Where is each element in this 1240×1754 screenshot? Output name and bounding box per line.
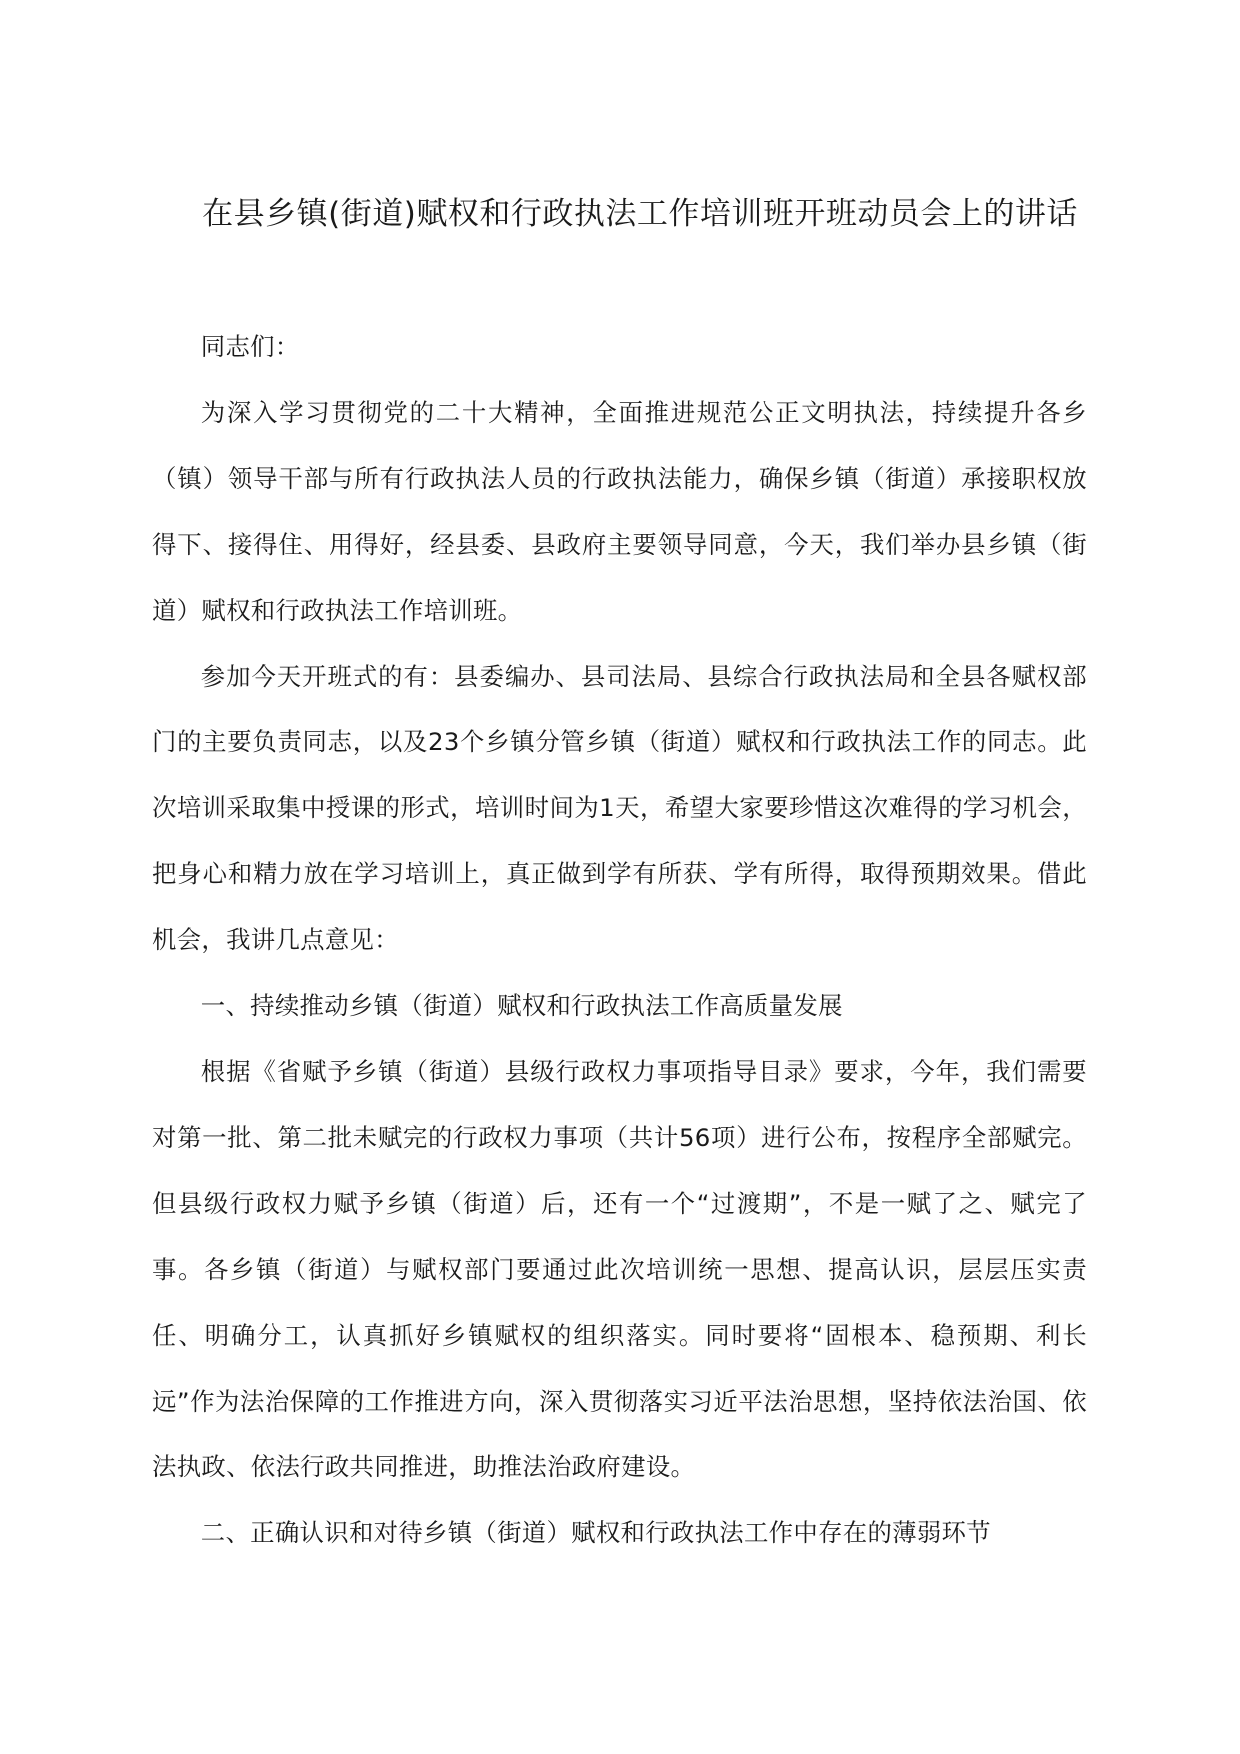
section-heading-2: 二、正确认识和对待乡镇（街道）赋权和行政执法工作中存在的薄弱环节 [200,1518,991,1548]
intro-paragraph: 为深入学习贯彻党的二十大精神，全面推进规范公正文明执法，持续提升各乡（镇）领导干部与所有行政执法人员的行政执法能力，确保乡镇（街道）承接职权放得下、接得住、用得好，经县委、县政府主要领导同意，今天，我们举办县乡镇（街道）赋权和行政执法工作培训班。 [152,397,1087,625]
document-title: 在县乡镇(街道)赋权和行政执法工作培训班开班动员会上的讲话 [202,196,1078,232]
attendees-paragraph: 参加今天开班式的有：县委编办、县司法局、县综合行政执法局和全县各赋权部门的主要负责同志，以及23个乡镇分管乡镇（街道）赋权和行政执法工作的同志。此次培训采取集中授课的形式，培训时间为1天，希望大家要珍惜这次难得的学习机会，把身心和精力放在学习培训上，真正做到学有所获、学有所得，取得预期效果。借此机会，我讲几点意见： [152,661,1087,955]
salutation-paragraph: 同志们： [200,332,300,361]
section-heading-1: 一、持续推动乡镇（街道）赋权和行政执法工作高质量发展 [200,991,843,1021]
document-body [152,314,1087,1566]
section-1-paragraph: 根据《省赋予乡镇（街道）县级行政权力事项指导目录》要求，今年，我们需要对第一批、第二批未赋完的行政权力事项（共计56项）进行公布，按程序全部赋完。但县级行政权力赋予乡镇（街道）后，还有一个“过渡期”，不是一赋了之、赋完了事。各乡镇（街道）与赋权部门要通过此次培训统一思想、提高认识，层层压实责任、明确分工，认真抓好乡镇赋权的组织落实。同时要将“固根本、稳预期、利长远”作为法治保障的工作推进方向，深入贯彻落实习近平法治思想，坚持依法治国、依法执政、依法行政共同推进，助推法治政府建设。 [152,1056,1087,1482]
